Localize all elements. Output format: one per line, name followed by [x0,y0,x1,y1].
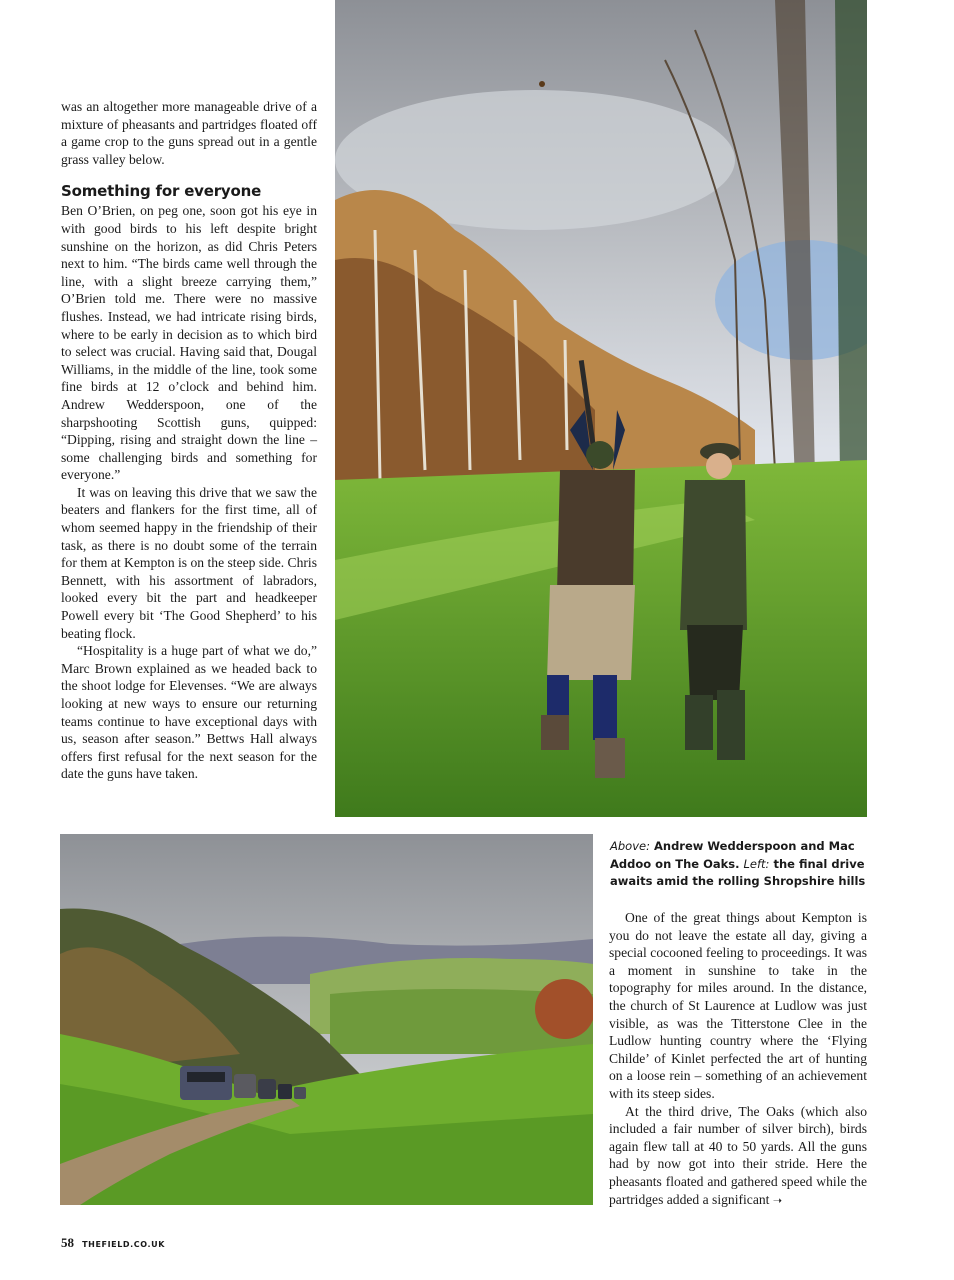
caption-left-text: the final drive awaits amid the rolling Shropshire hills [610,856,866,889]
body-paragraph: It was on leaving this drive that we saw the beaters and flankers for the first time, all of whom seemed happy in the friendship of their task, as there is no doubt some of the terrain for them at Kempton is on the steep side. Chris Bennett, with his assortment of labradors, looked every bit the part and headkeeper Powell every bit ‘The Good Shepherd’ to his beating flock. [61,484,317,641]
body-paragraph: “Hospitality is a huge part of what we do,” Marc Brown explained as we headed back to the shoot lodge for Elevenses. “We are always looking at new ways to ensure our returning teams continue to have exceptional days with us, season after season.” Bettws Hall always offers first refusal for the next season for the date the guns have taken. [61,643,317,782]
left-column [61,98,317,783]
hunters-photo [335,0,867,817]
body-paragraph: One of the great things about Kempton is you do not leave the estate all day, giving a special cocooned feeling to proceedings. It was a moment in sunshine to take in the topography for miles around. In the distance, the church of St Laurence at Ludlow was just visible, as was the Titterstone Clee in the Ludlow hunting country where the ‘Flying Childe’ of Kinlet perfected the art of hunting on a loose rein – something of an achievement with its steep sides. [609,910,867,1101]
caption-left-label: Left: [743,856,770,871]
caption-above-text: Andrew Wedderspoon and Mac Addoo on The Oaks. [610,839,855,871]
page-footer [61,1232,165,1251]
body-paragraph-text: At the third drive, The Oaks (which also included a fair number of silver birch), birds again flew tall at 40 to 50 yards. All the guns had by now got into their stride. Here the pheasants floated and gathered speed while the partridges added a significant [609,1103,867,1207]
continue-arrow-icon: ➝ [772,1193,783,1207]
intro-paragraph: was an altogether more manageable drive of a mixture of pheasants and partridges floated off a game crop to the guns spread out in a gentle grass valley below. [61,99,317,167]
body-paragraph [609,1103,867,1210]
photo-caption [610,838,870,891]
section-subhead: Something for everyone [61,182,262,201]
page-number: 58 [61,1235,74,1250]
right-column [609,909,867,1209]
caption-above-label: Above: [610,839,650,853]
site-name: THEFIELD.CO.UK [82,1240,166,1249]
landscape-photo [60,834,593,1205]
body-paragraph: Ben O’Brien, on peg one, soon got his eye in with good birds to his left despite bright sunshine on the horizon, as did Chris Peters next to him. “The birds came well through the line, with a slight breeze carrying them,” O’Brien told me. There were no massive flushes. Instead, we had intricate rising birds, where to be early in decision as to which bird to select was crucial. Having said that, Dougal Williams, in the middle of the line, took some fine birds at 12 o’clock and behind him. Andrew Wedderspoon, one of the sharpshooting Scottish guns, quipped: “Dipping, rising and straight down the line – some challenging birds and something for everyone.” [61,203,317,483]
